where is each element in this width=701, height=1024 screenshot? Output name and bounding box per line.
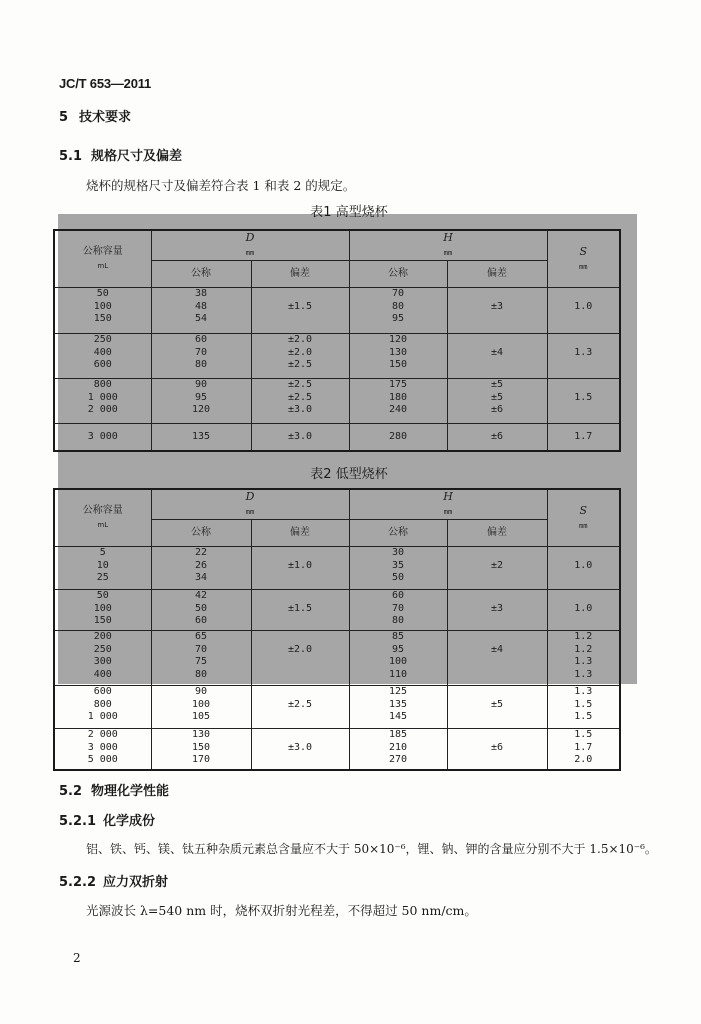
cell-line xyxy=(448,590,547,603)
capacity-cell xyxy=(54,729,151,771)
cell-line: 34 xyxy=(194,572,208,584)
d-nominal-cell xyxy=(151,686,251,729)
cell-line xyxy=(548,313,620,326)
cell-line: 100 xyxy=(191,698,211,710)
s-cell xyxy=(547,729,620,771)
cell-line xyxy=(252,631,349,644)
cell-line: 2 000 xyxy=(87,404,118,416)
cell-line: 250 xyxy=(93,334,112,345)
h-deviation-cell xyxy=(447,334,547,379)
cell-line: 170 xyxy=(191,754,211,766)
section-5-2-2-text: 光源波长 λ=540 nm 时，烧杯双折射光程差，不得超过 50 nm/cm。 xyxy=(86,903,477,918)
cell-line: 10 xyxy=(96,559,109,571)
section-5-2-1-text: 铝、铁、钙、镁、钛五种杂质元素总含量应不大于 50×10⁻⁶，锂、钠、钾的含量应分别不大于 1.5×10⁻⁶。 xyxy=(86,842,657,856)
h-deviation-header: 偏差 xyxy=(447,261,547,288)
cell-line: 1.5 xyxy=(574,729,593,740)
table-row-group xyxy=(54,334,620,379)
cell-line: ±3.0 xyxy=(287,430,313,442)
h-header: H mm xyxy=(349,230,547,261)
cell-line: 800 xyxy=(93,379,112,390)
cell-line: 1.3 xyxy=(574,686,593,697)
h-header: H mm xyxy=(349,489,547,520)
cell-line: 1.5 xyxy=(574,698,593,710)
cell-line: 280 xyxy=(388,430,408,442)
d-nominal-cell xyxy=(151,424,251,452)
table-high-beakers xyxy=(53,229,621,452)
cell-line: 185 xyxy=(388,729,408,740)
d-nominal-cell xyxy=(151,631,251,686)
table-row-group xyxy=(54,590,620,631)
cell-line: 150 xyxy=(93,313,112,325)
cell-line: 42 xyxy=(194,590,208,601)
h-nominal-header: 公称 xyxy=(349,520,447,547)
cell-line: 5 xyxy=(99,547,106,558)
cell-line: 300 xyxy=(93,656,112,668)
table-row-group xyxy=(54,631,620,686)
d-deviation-cell xyxy=(251,729,349,771)
cell-line: 35 xyxy=(391,559,405,571)
cell-line: 50 xyxy=(96,288,109,299)
cell-line: ±5 xyxy=(490,698,504,710)
table-row-group xyxy=(54,686,620,729)
cell-line: 80 xyxy=(391,615,405,627)
cell-line: 95 xyxy=(391,313,405,325)
cell-line: 70 xyxy=(391,602,405,614)
cell-line xyxy=(548,572,620,585)
h-nominal-cell xyxy=(349,334,447,379)
cell-line: 70 xyxy=(194,346,208,358)
s-cell xyxy=(547,424,620,452)
d-nominal-header: 公称 xyxy=(151,520,251,547)
cell-line: 400 xyxy=(93,346,112,358)
d-deviation-cell xyxy=(251,288,349,334)
h-nominal-cell xyxy=(349,424,447,452)
cell-line: 60 xyxy=(194,615,208,627)
d-deviation-cell xyxy=(251,379,349,424)
cell-line xyxy=(548,334,620,347)
cell-line xyxy=(252,729,349,742)
cell-line: ±1.5 xyxy=(287,602,313,614)
cell-line: 30 xyxy=(391,547,405,558)
d-deviation-cell xyxy=(251,424,349,452)
cell-line: 90 xyxy=(194,379,208,390)
cell-line: 1.3 xyxy=(574,668,593,680)
cell-line xyxy=(448,686,547,699)
table-row-group xyxy=(54,424,620,452)
h-deviation-cell xyxy=(447,631,547,686)
cell-line xyxy=(252,572,349,585)
cell-line: 1.0 xyxy=(574,559,593,571)
cell-line: ±2.0 xyxy=(287,346,313,358)
table-row-group xyxy=(54,547,620,590)
table-row-group xyxy=(54,379,620,424)
d-nominal-cell xyxy=(151,729,251,771)
h-deviation-cell xyxy=(447,547,547,590)
cell-line: 1.0 xyxy=(574,300,593,312)
cell-line: ±3 xyxy=(490,602,504,614)
section-5-2-2-heading: 5.2.2 应力双折射 xyxy=(59,875,169,890)
cell-line: 80 xyxy=(194,359,208,371)
cell-line: 150 xyxy=(93,615,112,627)
cell-line xyxy=(448,631,547,644)
cell-line xyxy=(252,656,349,669)
cell-line: 120 xyxy=(191,404,211,416)
cell-line: 70 xyxy=(194,643,208,655)
cell-line: 50 xyxy=(194,602,208,614)
section-5-1-heading: 5.1 规格尺寸及偏差 xyxy=(59,149,183,164)
cell-line: ±2.5 xyxy=(287,379,313,390)
d-nominal-cell xyxy=(151,547,251,590)
cell-line: 3 000 xyxy=(87,741,118,753)
cell-line: ±5 xyxy=(490,379,504,390)
h-nominal-cell xyxy=(349,686,447,729)
cell-line: 70 xyxy=(391,288,405,299)
cell-line xyxy=(448,656,547,669)
cell-line: ±2.0 xyxy=(287,643,313,655)
h-deviation-header: 偏差 xyxy=(447,520,547,547)
cell-line xyxy=(548,547,620,560)
cell-line: 22 xyxy=(194,547,208,558)
h-nominal-cell xyxy=(349,729,447,771)
cell-line xyxy=(448,313,547,326)
cell-line: 130 xyxy=(388,346,408,358)
cell-line: 270 xyxy=(388,754,408,766)
capacity-cell xyxy=(54,631,151,686)
s-cell xyxy=(547,379,620,424)
s-cell xyxy=(547,547,620,590)
cell-line xyxy=(448,729,547,742)
cell-line: ±4 xyxy=(490,346,504,358)
cell-line: 38 xyxy=(194,288,208,299)
cell-line: ±6 xyxy=(490,430,504,442)
cell-line: 1.7 xyxy=(574,430,593,442)
cell-line xyxy=(548,404,620,417)
cell-line: ±6 xyxy=(490,404,504,416)
d-deviation-cell xyxy=(251,547,349,590)
cell-line: 240 xyxy=(388,404,408,416)
cell-line: 105 xyxy=(191,711,211,723)
d-nominal-cell xyxy=(151,590,251,631)
cell-line: ±4 xyxy=(490,643,504,655)
cell-line: ±2 xyxy=(490,559,504,571)
cell-line: 1.3 xyxy=(574,346,593,358)
table-row-group xyxy=(54,729,620,771)
cell-line xyxy=(448,572,547,585)
cell-line: ±1.5 xyxy=(287,300,313,312)
cell-line: 120 xyxy=(388,334,408,345)
d-deviation-cell xyxy=(251,686,349,729)
cell-line: 800 xyxy=(93,698,112,710)
d-nominal-cell xyxy=(151,288,251,334)
cell-line: 1.2 xyxy=(574,631,593,642)
cell-line: 600 xyxy=(93,359,112,371)
h-deviation-cell xyxy=(447,729,547,771)
cell-line: ±3.0 xyxy=(287,404,313,416)
cell-line xyxy=(252,313,349,326)
d-deviation-header: 偏差 xyxy=(251,261,349,288)
cell-line: 25 xyxy=(96,572,109,584)
h-deviation-cell xyxy=(447,424,547,452)
cell-line: 100 xyxy=(93,602,112,614)
cell-line: ±5 xyxy=(490,391,504,403)
table2-caption: 表2 低型烧杯 xyxy=(310,467,388,482)
capacity-cell xyxy=(54,686,151,729)
cell-line: 130 xyxy=(191,729,211,740)
cell-line: ±2.5 xyxy=(287,391,313,403)
table1-caption: 表1 高型烧杯 xyxy=(310,205,388,220)
cell-line: 5 000 xyxy=(87,754,118,766)
section-5-2-1-heading: 5.2.1 化学成份 xyxy=(59,814,156,829)
cell-line: 85 xyxy=(391,631,405,642)
cell-line xyxy=(448,547,547,560)
cell-line: 135 xyxy=(191,430,211,442)
capacity-cell xyxy=(54,547,151,590)
cell-line: 95 xyxy=(194,391,208,403)
cell-line: ±2.5 xyxy=(287,698,313,710)
d-nominal-cell xyxy=(151,379,251,424)
cell-line: 95 xyxy=(391,643,405,655)
cell-line: 80 xyxy=(391,300,405,312)
cell-line xyxy=(252,711,349,724)
cell-line: 135 xyxy=(388,698,408,710)
cell-line: 600 xyxy=(93,686,112,697)
s-header: S mm xyxy=(547,230,620,288)
h-nominal-cell xyxy=(349,631,447,686)
h-nominal-header: 公称 xyxy=(349,261,447,288)
cell-line: 110 xyxy=(388,668,408,680)
cell-line xyxy=(252,669,349,682)
cell-line: ±2.0 xyxy=(287,334,313,345)
capacity-cell xyxy=(54,590,151,631)
cell-line xyxy=(448,669,547,682)
cell-line: 180 xyxy=(388,391,408,403)
cell-line: 80 xyxy=(194,668,208,680)
cell-line: 400 xyxy=(93,668,112,680)
cell-line: 75 xyxy=(194,656,208,668)
cell-line: 65 xyxy=(194,631,208,642)
h-deviation-cell xyxy=(447,288,547,334)
capacity-cell xyxy=(54,379,151,424)
cell-line: 2.0 xyxy=(574,754,593,766)
cell-line xyxy=(448,615,547,628)
d-header: D mm xyxy=(151,230,349,261)
cell-line xyxy=(448,711,547,724)
cell-line: 210 xyxy=(388,741,408,753)
cell-line: 1.5 xyxy=(574,391,593,403)
s-cell xyxy=(547,631,620,686)
s-cell xyxy=(547,590,620,631)
cell-line xyxy=(252,615,349,628)
cell-line xyxy=(252,686,349,699)
cell-line xyxy=(548,615,620,628)
cell-line: 250 xyxy=(93,643,112,655)
cell-line xyxy=(252,288,349,301)
h-nominal-cell xyxy=(349,547,447,590)
capacity-header: 公称容量 mL xyxy=(54,489,151,547)
cell-line: 50 xyxy=(391,572,405,584)
cell-line xyxy=(252,547,349,560)
h-nominal-cell xyxy=(349,288,447,334)
d-deviation-cell xyxy=(251,631,349,686)
table-low-beakers xyxy=(53,488,621,771)
h-nominal-cell xyxy=(349,379,447,424)
s-header: S mm xyxy=(547,489,620,547)
h-deviation-cell xyxy=(447,590,547,631)
capacity-cell xyxy=(54,424,151,452)
cell-line: ±6 xyxy=(490,741,504,753)
cell-line: 1.3 xyxy=(574,656,593,668)
s-cell xyxy=(547,334,620,379)
section-5-1-text: 烧杯的规格尺寸及偏差符合表 1 和表 2 的规定。 xyxy=(86,178,356,193)
cell-line: 150 xyxy=(191,741,211,753)
cell-line: 200 xyxy=(93,631,112,642)
cell-line xyxy=(548,288,620,301)
cell-line: 90 xyxy=(194,686,208,697)
d-header: D mm xyxy=(151,489,349,520)
cell-line: 100 xyxy=(93,300,112,312)
cell-line: 3 000 xyxy=(87,430,118,442)
cell-line: 1 000 xyxy=(87,391,118,403)
cell-line: 1.2 xyxy=(574,643,593,655)
cell-line xyxy=(448,334,547,347)
capacity-header: 公称容量 mL xyxy=(54,230,151,288)
d-nominal-cell xyxy=(151,334,251,379)
section-5-2-heading: 5.2 物理化学性能 xyxy=(59,784,170,799)
cell-line: 60 xyxy=(391,590,405,601)
section-5-heading: 5 技术要求 xyxy=(59,110,132,125)
cell-line: 50 xyxy=(96,590,109,601)
capacity-cell xyxy=(54,288,151,334)
cell-line: 145 xyxy=(388,711,408,723)
s-cell xyxy=(547,686,620,729)
cell-line xyxy=(448,288,547,301)
cell-line: ±2.5 xyxy=(287,359,313,371)
d-deviation-cell xyxy=(251,590,349,631)
h-deviation-cell xyxy=(447,686,547,729)
cell-line: 1 000 xyxy=(87,711,118,723)
h-deviation-cell xyxy=(447,379,547,424)
cell-line: ±3 xyxy=(490,300,504,312)
cell-line: 48 xyxy=(194,300,208,312)
cell-line xyxy=(548,590,620,603)
d-deviation-header: 偏差 xyxy=(251,520,349,547)
cell-line: 54 xyxy=(194,313,208,325)
cell-line: ±1.0 xyxy=(287,559,313,571)
cell-line: 150 xyxy=(388,359,408,371)
cell-line xyxy=(448,359,547,372)
cell-line: 175 xyxy=(388,379,408,390)
d-nominal-header: 公称 xyxy=(151,261,251,288)
cell-line: 100 xyxy=(388,656,408,668)
cell-line: 125 xyxy=(388,686,408,697)
cell-line xyxy=(548,359,620,372)
cell-line xyxy=(548,379,620,392)
cell-line xyxy=(448,754,547,767)
cell-line: ±3.0 xyxy=(287,741,313,753)
d-deviation-cell xyxy=(251,334,349,379)
cell-line: 1.5 xyxy=(574,711,593,723)
cell-line: 60 xyxy=(194,334,208,345)
standard-code: JC/T 653—2011 xyxy=(59,76,152,91)
cell-line xyxy=(252,754,349,767)
cell-line: 1.0 xyxy=(574,602,593,614)
table-row-group xyxy=(54,288,620,334)
s-cell xyxy=(547,288,620,334)
cell-line: 2 000 xyxy=(87,729,118,740)
page-number: 2 xyxy=(73,951,81,965)
h-nominal-cell xyxy=(349,590,447,631)
capacity-cell xyxy=(54,334,151,379)
cell-line: 26 xyxy=(194,559,208,571)
cell-line: 1.7 xyxy=(574,741,593,753)
cell-line xyxy=(252,590,349,603)
